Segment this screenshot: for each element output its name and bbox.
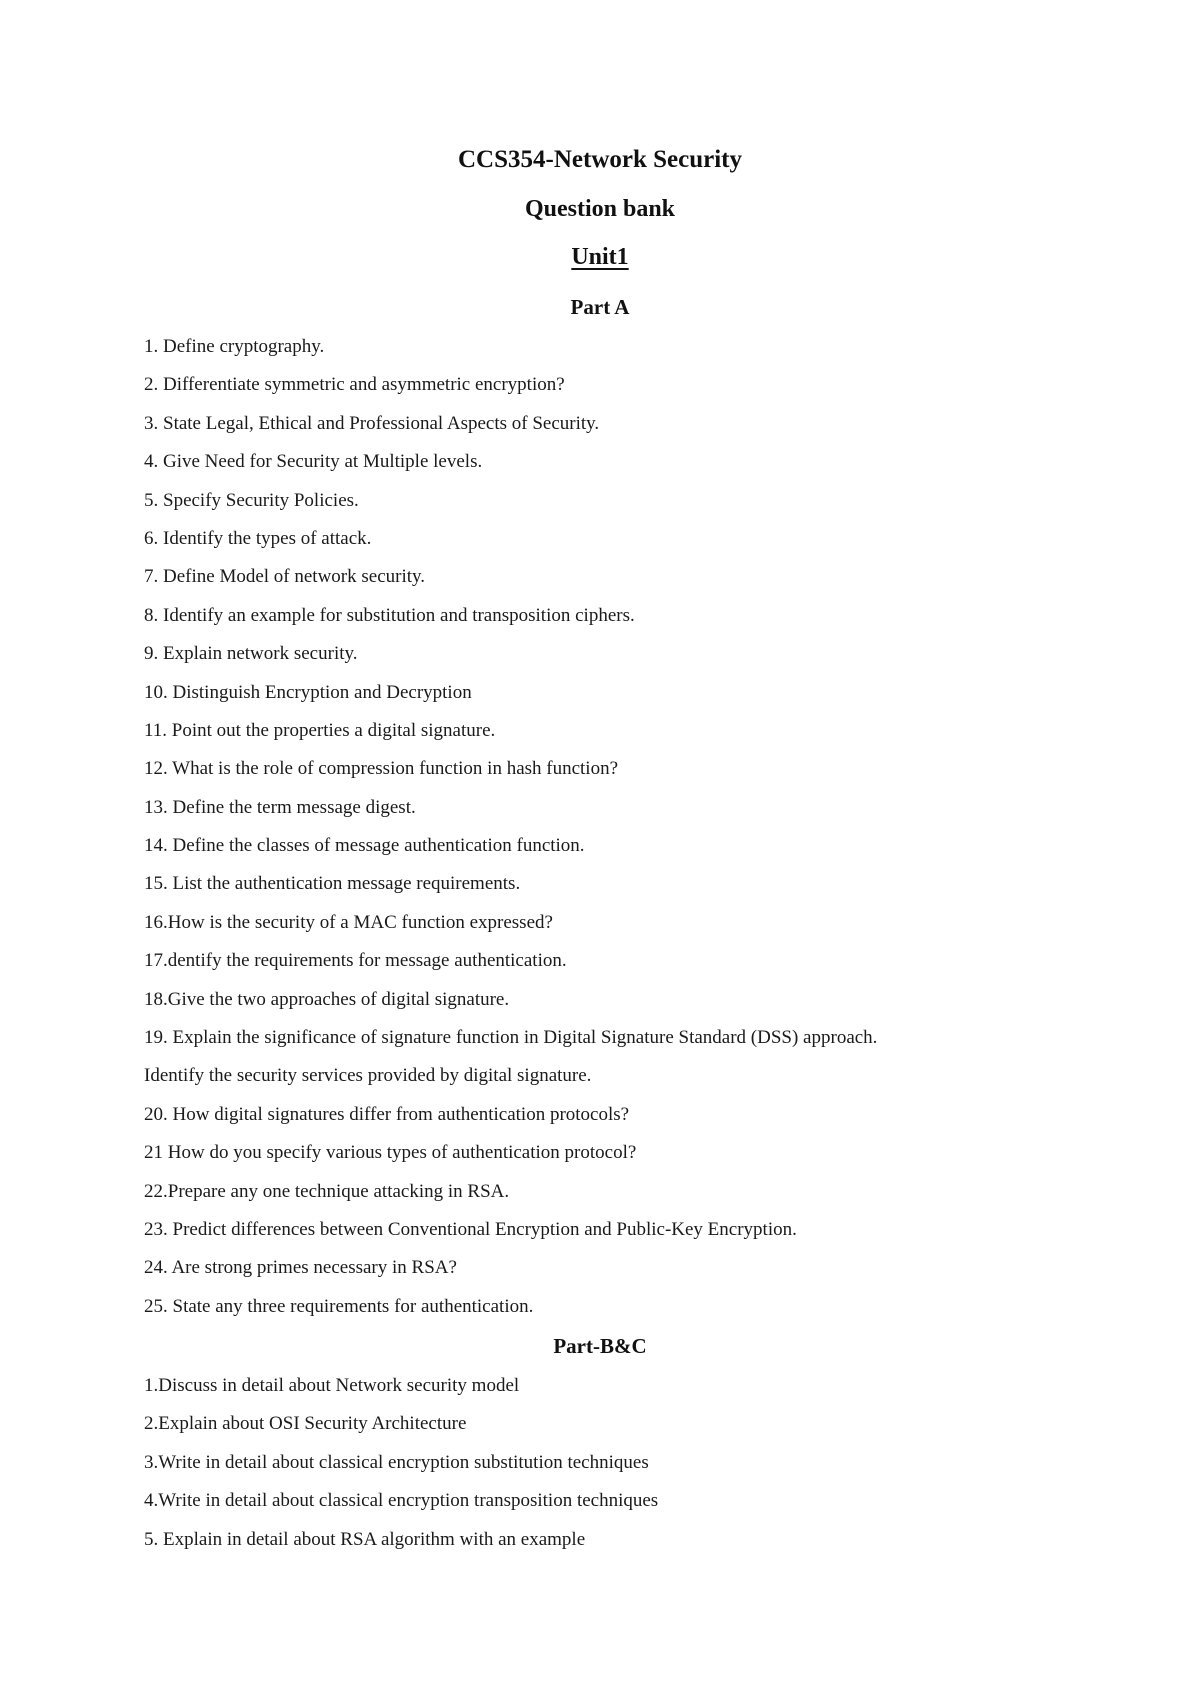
question-item: 21 How do you specify various types of authentication protocol?: [144, 1142, 637, 1164]
question-item: 8. Identify an example for substitution and transposition ciphers.: [144, 604, 635, 626]
question-item: 18.Give the two approaches of digital signature.: [144, 988, 510, 1010]
part-a-question-list: [144, 336, 1164, 1334]
question-item: 17.dentify the requirements for message authentication.: [144, 950, 567, 972]
question-item: 11. Point out the properties a digital signature.: [144, 719, 496, 741]
question-item: 2. Differentiate symmetric and asymmetric encryption?: [144, 374, 565, 396]
part-bc-heading: Part-B&C: [553, 1334, 647, 1358]
question-item: 4. Give Need for Security at Multiple levels.: [144, 451, 483, 473]
question-item: 23. Predict differences between Conventional Encryption and Public-Key Encryption.: [144, 1218, 797, 1240]
question-item: 3. State Legal, Ethical and Professional Aspects of Security.: [144, 412, 600, 434]
question-item: 12. What is the role of compression function in hash function?: [144, 758, 619, 780]
question-item: 13. Define the term message digest.: [144, 796, 416, 818]
question-item: 2.Explain about OSI Security Architecture: [144, 1413, 467, 1435]
question-item: 3.Write in detail about classical encryption substitution techniques: [144, 1451, 649, 1473]
question-item: 15. List the authentication message requirements.: [144, 873, 521, 895]
question-item: 10. Distinguish Encryption and Decryption: [144, 681, 472, 703]
document-subtitle: Question bank: [524, 196, 676, 222]
question-item: 4.Write in detail about classical encryption transposition techniques: [144, 1490, 659, 1512]
question-item: 14. Define the classes of message authentication function.: [144, 835, 585, 857]
document-title: CCS354-Network Security: [458, 146, 742, 173]
question-item: 16.How is the security of a MAC function expressed?: [144, 911, 553, 933]
question-item: 5. Specify Security Policies.: [144, 489, 359, 511]
question-item: 7. Define Model of network security.: [144, 566, 426, 588]
question-item: 20. How digital signatures differ from authentication protocols?: [144, 1103, 630, 1125]
question-item: 9. Explain network security.: [144, 643, 358, 665]
question-item: 25. State any three requirements for authentication.: [144, 1295, 534, 1317]
question-item: 19. Explain the significance of signature function in Digital Signature Standard (DSS) approach.: [144, 1027, 878, 1049]
unit-heading: Unit1: [571, 244, 629, 270]
part-bc-question-list: [144, 1375, 1164, 1567]
question-item: 5. Explain in detail about RSA algorithm with an example: [144, 1528, 586, 1550]
question-item: Identify the security services provided by digital signature.: [144, 1065, 592, 1087]
question-item: 1. Define cryptography.: [144, 336, 325, 357]
question-item: 22.Prepare any one technique attacking in RSA.: [144, 1180, 510, 1202]
question-item: 24. Are strong primes necessary in RSA?: [144, 1257, 457, 1279]
question-item: 1.Discuss in detail about Network security model: [144, 1375, 520, 1396]
part-a-heading: Part A: [570, 295, 630, 319]
question-item: 6. Identify the types of attack.: [144, 527, 372, 549]
